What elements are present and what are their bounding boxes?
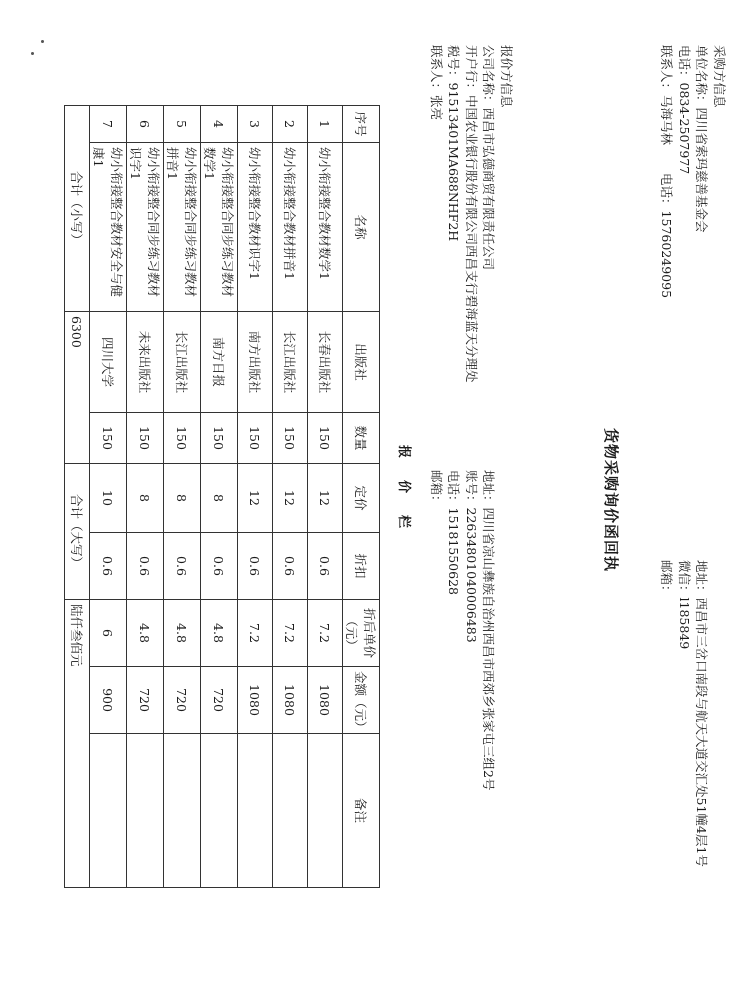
seller-bank-line — [463, 45, 481, 383]
total-small-label: 合计（小写） — [65, 106, 90, 312]
seller-account-line — [463, 470, 481, 790]
list-price: 10 — [90, 464, 127, 533]
publisher: 四川大学 — [90, 312, 127, 413]
item-name: 幼小衔接整合同步练习教材拼音1 — [164, 143, 201, 312]
unit-price: 4.8 — [201, 600, 238, 667]
table-row — [201, 106, 238, 888]
buyer-postcode-label: 邮箱： — [659, 560, 675, 598]
discount: 0.6 — [201, 533, 238, 600]
row-index: 4 — [201, 106, 238, 143]
amount: 720 — [201, 667, 238, 734]
remark — [273, 734, 308, 888]
seller-address-label: 地址： — [481, 470, 497, 508]
seller-address: 四川省凉山彝族自治州西昌市西郊乡张家屯三组2号 — [481, 507, 497, 791]
buyer-contact-label: 联系人： — [659, 45, 675, 96]
table-header-row — [343, 106, 380, 888]
seller-contact: 张亮 — [429, 95, 444, 121]
remark — [90, 734, 127, 888]
header-cell: 出版社 — [343, 312, 380, 413]
buyer-wechat-label: 微信： — [677, 560, 692, 598]
header-cell: 序号 — [343, 106, 380, 143]
buyer-phone-line — [676, 45, 694, 298]
item-name: 幼小衔接整合同步练习教材识字1 — [127, 143, 164, 312]
buyer-unit-line — [693, 45, 711, 298]
row-index: 7 — [90, 106, 127, 143]
buyer-info-right — [658, 560, 728, 867]
buyer-address-line — [693, 560, 711, 867]
header-cell: 金额（元） — [343, 667, 380, 734]
unit-price: 7.2 — [308, 600, 343, 667]
buyer-address: 西昌市三岔口南段与航天大道交汇处51幢4层1号 — [694, 597, 710, 867]
seller-contact-label: 联系人： — [429, 45, 444, 96]
amount: 720 — [164, 667, 201, 734]
buyer-section-label: 采购方信息 — [712, 45, 727, 108]
buyer-contact-phone: 15760249095 — [659, 210, 675, 299]
total-big-label: 合计（大写） — [65, 464, 90, 600]
seller-postcode-label: 邮箱： — [429, 470, 444, 508]
list-price: 12 — [308, 464, 343, 533]
amount: 720 — [127, 667, 164, 734]
header-cell: 折后单价（元） — [343, 600, 380, 667]
unit-price: 6 — [90, 600, 127, 667]
seller-postcode-line — [428, 470, 446, 790]
amount: 1080 — [238, 667, 273, 734]
seller-contact-line — [428, 45, 446, 383]
item-name: 幼小衔接整合教材安全与健康1 — [90, 143, 127, 312]
amount: 1080 — [308, 667, 343, 734]
buyer-phone: 0834-2507977 — [677, 82, 692, 175]
quantity: 150 — [238, 413, 273, 464]
header-cell: 折扣 — [343, 533, 380, 600]
publisher: 未来出版社 — [127, 312, 164, 413]
header-cell: 备注 — [343, 734, 380, 888]
table-row — [90, 106, 127, 888]
quantity: 150 — [201, 413, 238, 464]
buyer-contact-line — [658, 45, 676, 298]
total-small: 6300 — [65, 312, 90, 464]
row-index: 2 — [273, 106, 308, 143]
quote-table — [64, 105, 380, 888]
seller-bank: 中国农业银行股份有限公司西昌支行碧海蓝天分理处 — [464, 95, 479, 383]
table-row — [273, 106, 308, 888]
seller-info — [428, 45, 516, 383]
seller-tax-line — [445, 45, 463, 383]
unit-price: 7.2 — [273, 600, 308, 667]
row-index: 6 — [127, 106, 164, 143]
list-price: 8 — [127, 464, 164, 533]
unit-price: 4.8 — [127, 600, 164, 667]
publisher: 长江出版社 — [164, 312, 201, 413]
buyer-wechat-line — [676, 560, 694, 867]
list-price: 8 — [201, 464, 238, 533]
table-row — [127, 106, 164, 888]
quantity: 150 — [308, 413, 343, 464]
seller-section-label: 报价方信息 — [499, 45, 514, 108]
seller-phone-line — [445, 470, 463, 790]
seller-tax: 91513401MA688NHF2H — [446, 82, 462, 242]
total-row — [65, 106, 90, 888]
remark — [164, 734, 201, 888]
row-index: 1 — [308, 106, 343, 143]
remark — [308, 734, 343, 888]
unit-price: 7.2 — [238, 600, 273, 667]
publisher: 长春出版社 — [308, 312, 343, 413]
buyer-unit-label: 单位名称： — [694, 45, 710, 108]
seller-account: 22634801040006483 — [464, 507, 479, 643]
list-price: 8 — [164, 464, 201, 533]
quantity: 150 — [90, 413, 127, 464]
seller-account-label: 账号： — [464, 470, 479, 508]
scan-mark — [41, 40, 44, 43]
table-row — [308, 106, 343, 888]
seller-company: 西昌市弘德商贸有限责任公司 — [481, 107, 497, 271]
list-price: 12 — [238, 464, 273, 533]
buyer-postcode-line — [658, 560, 676, 867]
discount: 0.6 — [164, 533, 201, 600]
header-cell: 定价 — [343, 464, 380, 533]
seller-company-label: 公司名称： — [481, 45, 497, 108]
discount: 0.6 — [127, 533, 164, 600]
buyer-info — [658, 45, 728, 298]
buyer-address-label: 地址： — [694, 560, 710, 598]
buyer-unit: 四川省索玛慈善基金会 — [694, 107, 710, 233]
header-cell: 数量 — [343, 413, 380, 464]
quote-section-label: 报价栏 — [396, 445, 411, 551]
seller-company-line — [480, 45, 498, 383]
table-row — [164, 106, 201, 888]
header-cell: 名称 — [343, 143, 380, 312]
seller-tax-label: 税号： — [446, 45, 462, 83]
scan-mark — [31, 52, 34, 55]
unit-price: 4.8 — [164, 600, 201, 667]
item-name: 幼小衔接整合教材数学1 — [308, 143, 343, 312]
seller-phone-label: 电话： — [446, 470, 462, 508]
item-name: 幼小衔接整合同步练习教材数学1 — [201, 143, 238, 312]
item-name: 幼小衔接整合教材拼音1 — [273, 143, 308, 312]
total-big: 陆仟叁佰元 — [65, 600, 90, 888]
buyer-contact: 马海马林 — [659, 95, 675, 146]
discount: 0.6 — [238, 533, 273, 600]
seller-info-right — [428, 470, 516, 790]
quantity: 150 — [164, 413, 201, 464]
buyer-contact-phone-label: 电话： — [659, 173, 675, 211]
amount: 900 — [90, 667, 127, 734]
seller-bank-label: 开户行： — [464, 45, 479, 96]
seller-phone: 15181550628 — [446, 507, 462, 595]
row-index: 5 — [164, 106, 201, 143]
buyer-phone-label: 电话： — [677, 45, 692, 83]
discount: 0.6 — [308, 533, 343, 600]
discount: 0.6 — [273, 533, 308, 600]
publisher: 长江出版社 — [273, 312, 308, 413]
table-row — [238, 106, 273, 888]
discount: 0.6 — [90, 533, 127, 600]
row-index: 3 — [238, 106, 273, 143]
amount: 1080 — [273, 667, 308, 734]
quantity: 150 — [273, 413, 308, 464]
quantity: 150 — [127, 413, 164, 464]
publisher: 南方日报 — [201, 312, 238, 413]
remark — [238, 734, 273, 888]
document-title: 货物采购询价函回执 — [602, 427, 620, 572]
buyer-wechat: l185849 — [677, 597, 692, 650]
item-name: 幼小衔接整合教材识字1 — [238, 143, 273, 312]
list-price: 12 — [273, 464, 308, 533]
remark — [127, 734, 164, 888]
remark — [201, 734, 238, 888]
seller-address-line — [480, 470, 498, 790]
publisher: 南方出版社 — [238, 312, 273, 413]
